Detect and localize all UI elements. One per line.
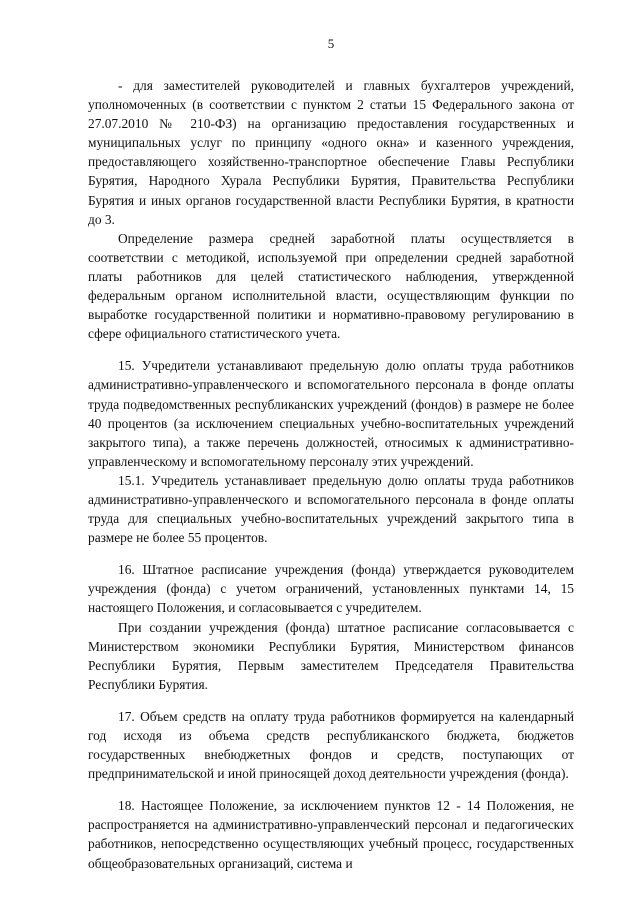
paragraph-staffing-approval: При создании учреждения (фонда) штатное расписание согласовывается с Министерством экономики Республики Бурятия, Министерством финансов Республики Бурятия, Первым заместителем Председателя Правительства Республики Бурятия. — [88, 619, 574, 692]
paragraph-clause-15: 15. Учредители устанавливают предельную долю оплаты труда работников административно-управленческого и вспомогательного персонала в фонде оплаты труда подведомственных республиканских учреждений (фондов) в размере не более 40 процентов (за исключением специальных учебно-воспитательных учреждений закрытого типа), а также перечень должностей, относимых к административно-управленческому и вспомогательному персоналу этих учреждений. — [88, 358, 574, 469]
paragraph-average-salary-method: Определение размера средней заработной платы осуществляется в соответствии с методикой, используемой при определении средней заработной платы работников для целей статистического наблюдения, утвержденной федеральным органом исполнительной власти, осуществляющим функции по выработке государственной политики и нормативно-правовому регулированию в сфере официального статистического учета. — [88, 230, 574, 342]
paragraph-deputies-multiplier: - для заместителей руководителей и главных бухгалтеров учреждений, уполномоченных (в соответствии с пунктом 2 статьи 15 Федерального закона от 27.07.2010 № 210-ФЗ) на организацию предоставления государственных и муниципальных услуг по принципу «одного окна» и казенного учреждения, предоставляющего хозяйственно-транспортное обеспечение Главы Республики Бурятия, Народного Хурала Республики Бурятия, Правительства Республики Бурятия и иных органов государственной власти Республики Бурятия, в кратности до 3. — [88, 78, 574, 227]
page-number: 5 — [327, 36, 335, 51]
paragraph-clause-17: 17. Объем средств на оплату труда работников формируется на календарный год исходя из объема средств республиканского бюджета, бюджетов государственных внебюджетных фондов и средств, поступающих от предпринимательской и иной приносящей доход деятельности учреждения (фонда). — [88, 708, 574, 782]
paragraph-clause-18: 18. Настоящее Положение, за исключением пунктов 12 - 14 Положения, не распространяется на административно-управленческий персонал и педагогических работников, непосредственно осуществляющих учебный процесс, государственных общеобразовательных организаций, система и — [88, 798, 574, 871]
paragraph-clause-16: 16. Штатное расписание учреждения (фонда) утверждается руководителем учреждения (фонда) с учетом ограничений, установленных пунктами 14, 15 настоящего Положения, и согласовывается с учредителем. — [88, 562, 574, 616]
paragraph-clause-15-1: 15.1. Учредитель устанавливает предельную долю оплаты труда работников административно-управленческого и вспомогательного персонала в фонде оплаты труда для специальных учебно-воспитательных учреждений закрытого типа в размере не более 55 процентов. — [88, 472, 574, 546]
